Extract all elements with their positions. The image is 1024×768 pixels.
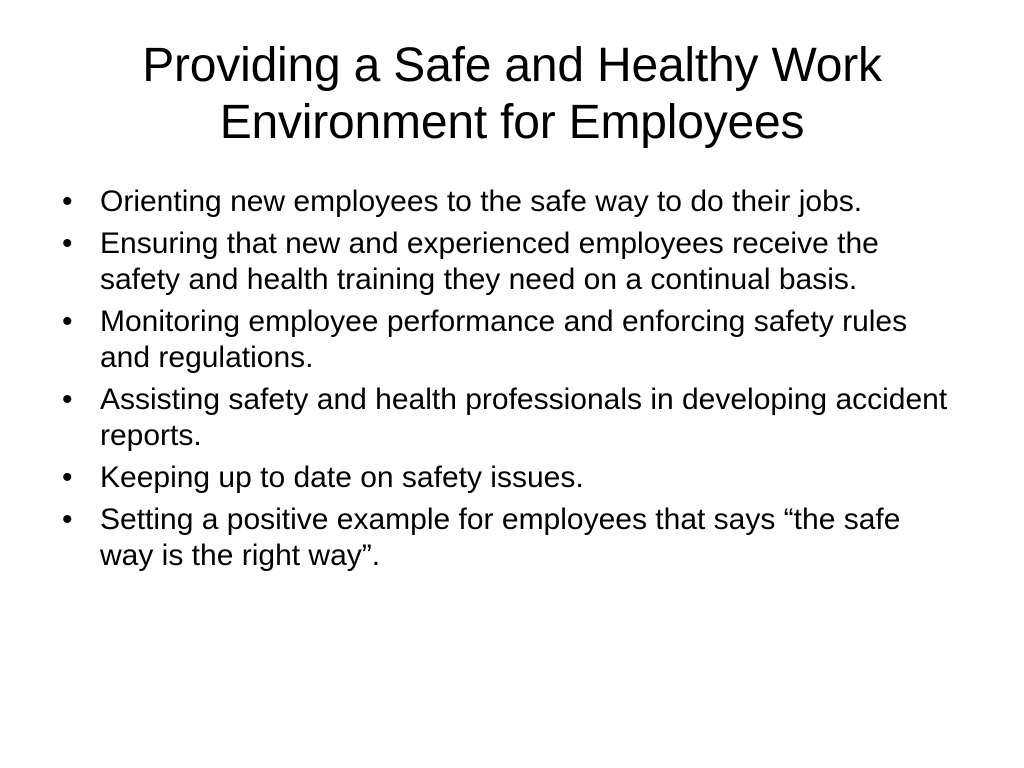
list-item: [62, 382, 962, 454]
bullet-text: Setting a positive example for employees that says “the safe way is the right way”.: [100, 503, 901, 572]
list-item: [62, 184, 962, 220]
title-line-2: Environment for Employees: [219, 96, 805, 149]
list-item: [62, 460, 962, 496]
bullet-icon: •: [62, 461, 73, 494]
bullet-icon: •: [62, 185, 73, 218]
bullet-text: Monitoring employee performance and enforcing safety rules and regulations.: [100, 305, 908, 374]
bullet-text: Assisting safety and health professionals in developing accident reports.: [100, 383, 948, 452]
bullet-list: [62, 184, 962, 580]
list-item: [62, 226, 962, 298]
bullet-text: Orienting new employees to the safe way to do their jobs.: [100, 185, 863, 218]
bullet-text: Ensuring that new and experienced employees receive the safety and health training they need on a continual basis.: [100, 227, 879, 296]
title-line-1: Providing a Safe and Healthy Work: [142, 39, 882, 92]
bullet-icon: •: [62, 503, 73, 536]
bullet-icon: •: [62, 227, 73, 260]
bullet-text: Keeping up to date on safety issues.: [100, 461, 584, 494]
slide-title: [40, 37, 984, 151]
list-item: [62, 304, 962, 376]
bullet-icon: •: [62, 305, 73, 338]
bullet-icon: •: [62, 383, 73, 416]
list-item: [62, 502, 962, 574]
